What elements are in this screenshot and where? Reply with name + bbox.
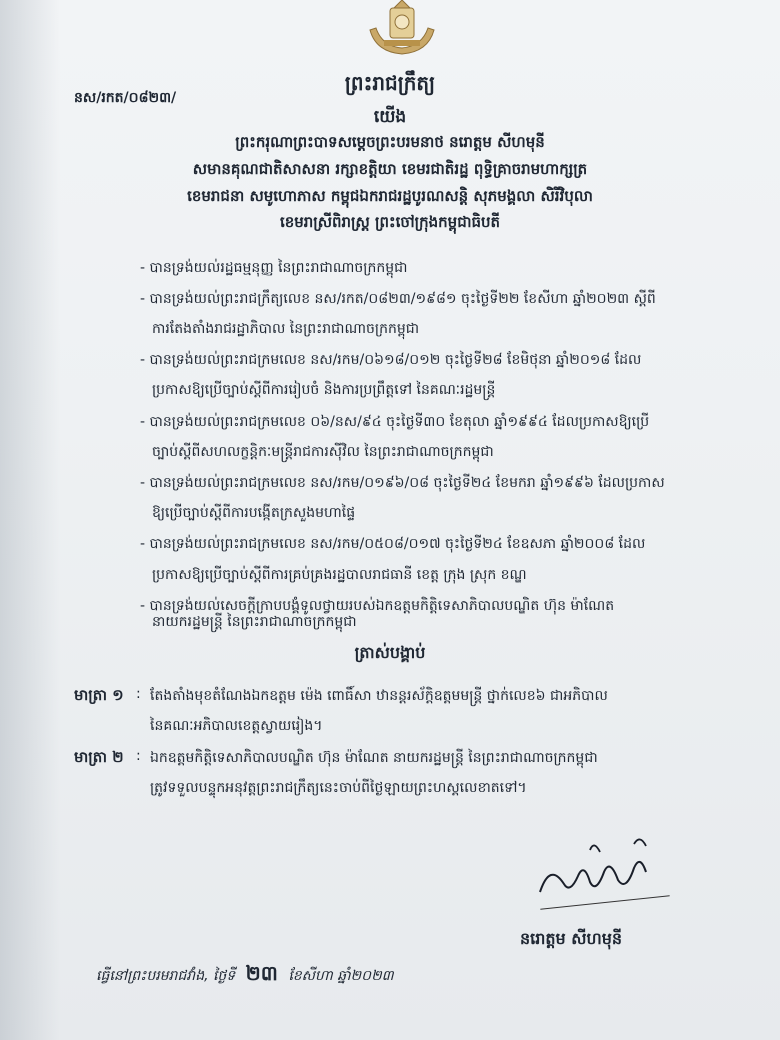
we-heading: យើង bbox=[373, 107, 407, 127]
consideration-line: - បានទ្រង់យល់ព្រះរាជក្រមលេខ នស/រកម/០៦១៨/០១២ ចុះថ្ងៃទី២៨ ខែមិថុនា ឆ្នាំ២០១៨ ដែល bbox=[140, 352, 642, 368]
king-title-line-4: ខេមរាស្រីពិរាស្ត្រ ព្រះចៅក្រុងកម្ពុជាធិបតី bbox=[279, 213, 501, 231]
king-title-line-3: ខេមរាជនា សមូហោភាស កម្ពុជឯករាជរដ្ឋបូរណសន្តិ សុភមង្គលា សិរីវិបុលា bbox=[187, 187, 593, 205]
footer-prefix: ធ្វើនៅព្រះបរមរាជវាំង, ថ្ងៃទី bbox=[96, 968, 236, 984]
decree-title: ព្រះរាជក្រឹត្យ bbox=[344, 71, 436, 95]
handwritten-signature bbox=[530, 832, 680, 912]
signer-name: នរោត្តម សីហមុនី bbox=[520, 929, 623, 948]
consideration-line: ច្បាប់ស្តីពីសហលក្ខន្តិកៈមន្ត្រីរាជការស៊ីវិល នៃព្រះរាជាណាចក្រកម្ពុជា bbox=[152, 444, 494, 460]
consideration-line: - បានទ្រង់យល់សេចក្តីក្រាបបង្គំទូលថ្វាយរបស់ឯកឧត្តមកិត្តិទេសាភិបាលបណ្ឌិត ហ៊ុន ម៉ាណែត bbox=[140, 598, 615, 614]
footer-suffix: ខែសីហា ឆ្នាំ២០២៣ bbox=[288, 968, 394, 984]
consideration-line: - បានទ្រង់យល់ព្រះរាជក្រឹត្យលេខ នស/រកត/០៨២៣/១៩៨១ ចុះថ្ងៃទី២២ ខែសីហា ឆ្នាំ២០២៣ ស្តីពី bbox=[140, 291, 656, 307]
article-separator: : bbox=[136, 748, 141, 764]
document-reference: នស/រកត/០៨២៣/ bbox=[74, 90, 177, 106]
consideration-line: ការតែងតាំងរាជរដ្ឋាភិបាល នៃព្រះរាជាណាចក្រកម្ពុជា bbox=[152, 321, 420, 337]
decree-order-heading: ត្រាស់បង្គាប់ bbox=[354, 643, 426, 662]
article-separator: : bbox=[136, 686, 141, 702]
consideration-line: - បានទ្រង់យល់រដ្ឋធម្មនុញ្ញ នៃព្រះរាជាណាចក្រកម្ពុជា bbox=[140, 260, 408, 276]
issued-at-line bbox=[96, 960, 394, 990]
footer-day: ២៣ bbox=[245, 961, 278, 985]
article-2-label: មាត្រា ២ bbox=[74, 748, 124, 766]
king-title-line-2: សមានគុណជាតិសាសនា រក្សាខត្តិយា ខេមរជាតិរដ្ឋ ពុទ្ធិគ្រាចរាមហាក្សត្រ bbox=[192, 160, 588, 178]
consideration-line: - បានទ្រង់យល់ព្រះរាជក្រមលេខ នស/រកម/០៥០៨/០១៧ ចុះថ្ងៃទី២៤ ខែឧសភា ឆ្នាំ២០០៨ ដែល bbox=[140, 536, 646, 552]
article-1-text: តែងតាំងមុខតំណែងឯកឧត្តម ម៉េង ពោធិ៍សា ឋានន្តរស័ក្តិឧត្តមមន្ត្រី ថ្នាក់លេខ៦ ជាអភិបាល bbox=[150, 688, 608, 704]
article-2-text: ឯកឧត្តមកិត្តិទេសាភិបាលបណ្ឌិត ហ៊ុន ម៉ាណែត នាយករដ្ឋមន្ត្រី នៃព្រះរាជាណាចក្រកម្ពុជា bbox=[150, 750, 598, 766]
consideration-line: ប្រកាសឱ្យប្រើច្បាប់ស្តីពីការគ្រប់គ្រងរដ្ឋបាលរាជធានី ខេត្ត ក្រុង ស្រុក ខណ្ឌ bbox=[152, 567, 527, 583]
consideration-line: - បានទ្រង់យល់ព្រះរាជក្រមលេខ នស/រកម/០១៩៦/០៨ ចុះថ្ងៃទី២៤ ខែមករា ឆ្នាំ១៩៩៦ ដែលប្រកាស bbox=[140, 475, 665, 491]
consideration-line: - បានទ្រង់យល់ព្រះរាជក្រមលេខ ០៦/នស/៩៤ ចុះថ្ងៃទី៣០ ខែតុលា ឆ្នាំ១៩៩៤ ដែលប្រកាសឱ្យប្រើ bbox=[140, 414, 650, 430]
consideration-line: នាយករដ្ឋមន្ត្រី នៃព្រះរាជាណាចក្រកម្ពុជា bbox=[152, 614, 357, 630]
consideration-line: ប្រកាសឱ្យប្រើច្បាប់ស្តីពីការរៀបចំ និងការប្រព្រឹត្តទៅ នៃគណៈរដ្ឋមន្ត្រី bbox=[152, 382, 496, 398]
article-1-text: នៃគណៈអភិបាលខេត្តស្វាយរៀង។ bbox=[150, 718, 323, 734]
king-title-line-1: ព្រះករុណាព្រះបាទសម្តេចព្រះបរមនាថ នរោត្តម សីហមុនី bbox=[235, 133, 545, 151]
article-2-text: ត្រូវទទួលបន្ទុកអនុវត្តព្រះរាជក្រឹត្យនេះចាប់ពីថ្ងៃឡាយព្រះហស្តលេខាតទៅ។ bbox=[150, 780, 527, 796]
consideration-line: ឱ្យប្រើច្បាប់ស្តីពីការបង្កើតក្រសួងមហាផ្ទៃ bbox=[152, 505, 356, 521]
royal-emblem-icon bbox=[362, 0, 442, 58]
article-1-label: មាត្រា ១ bbox=[74, 686, 124, 704]
